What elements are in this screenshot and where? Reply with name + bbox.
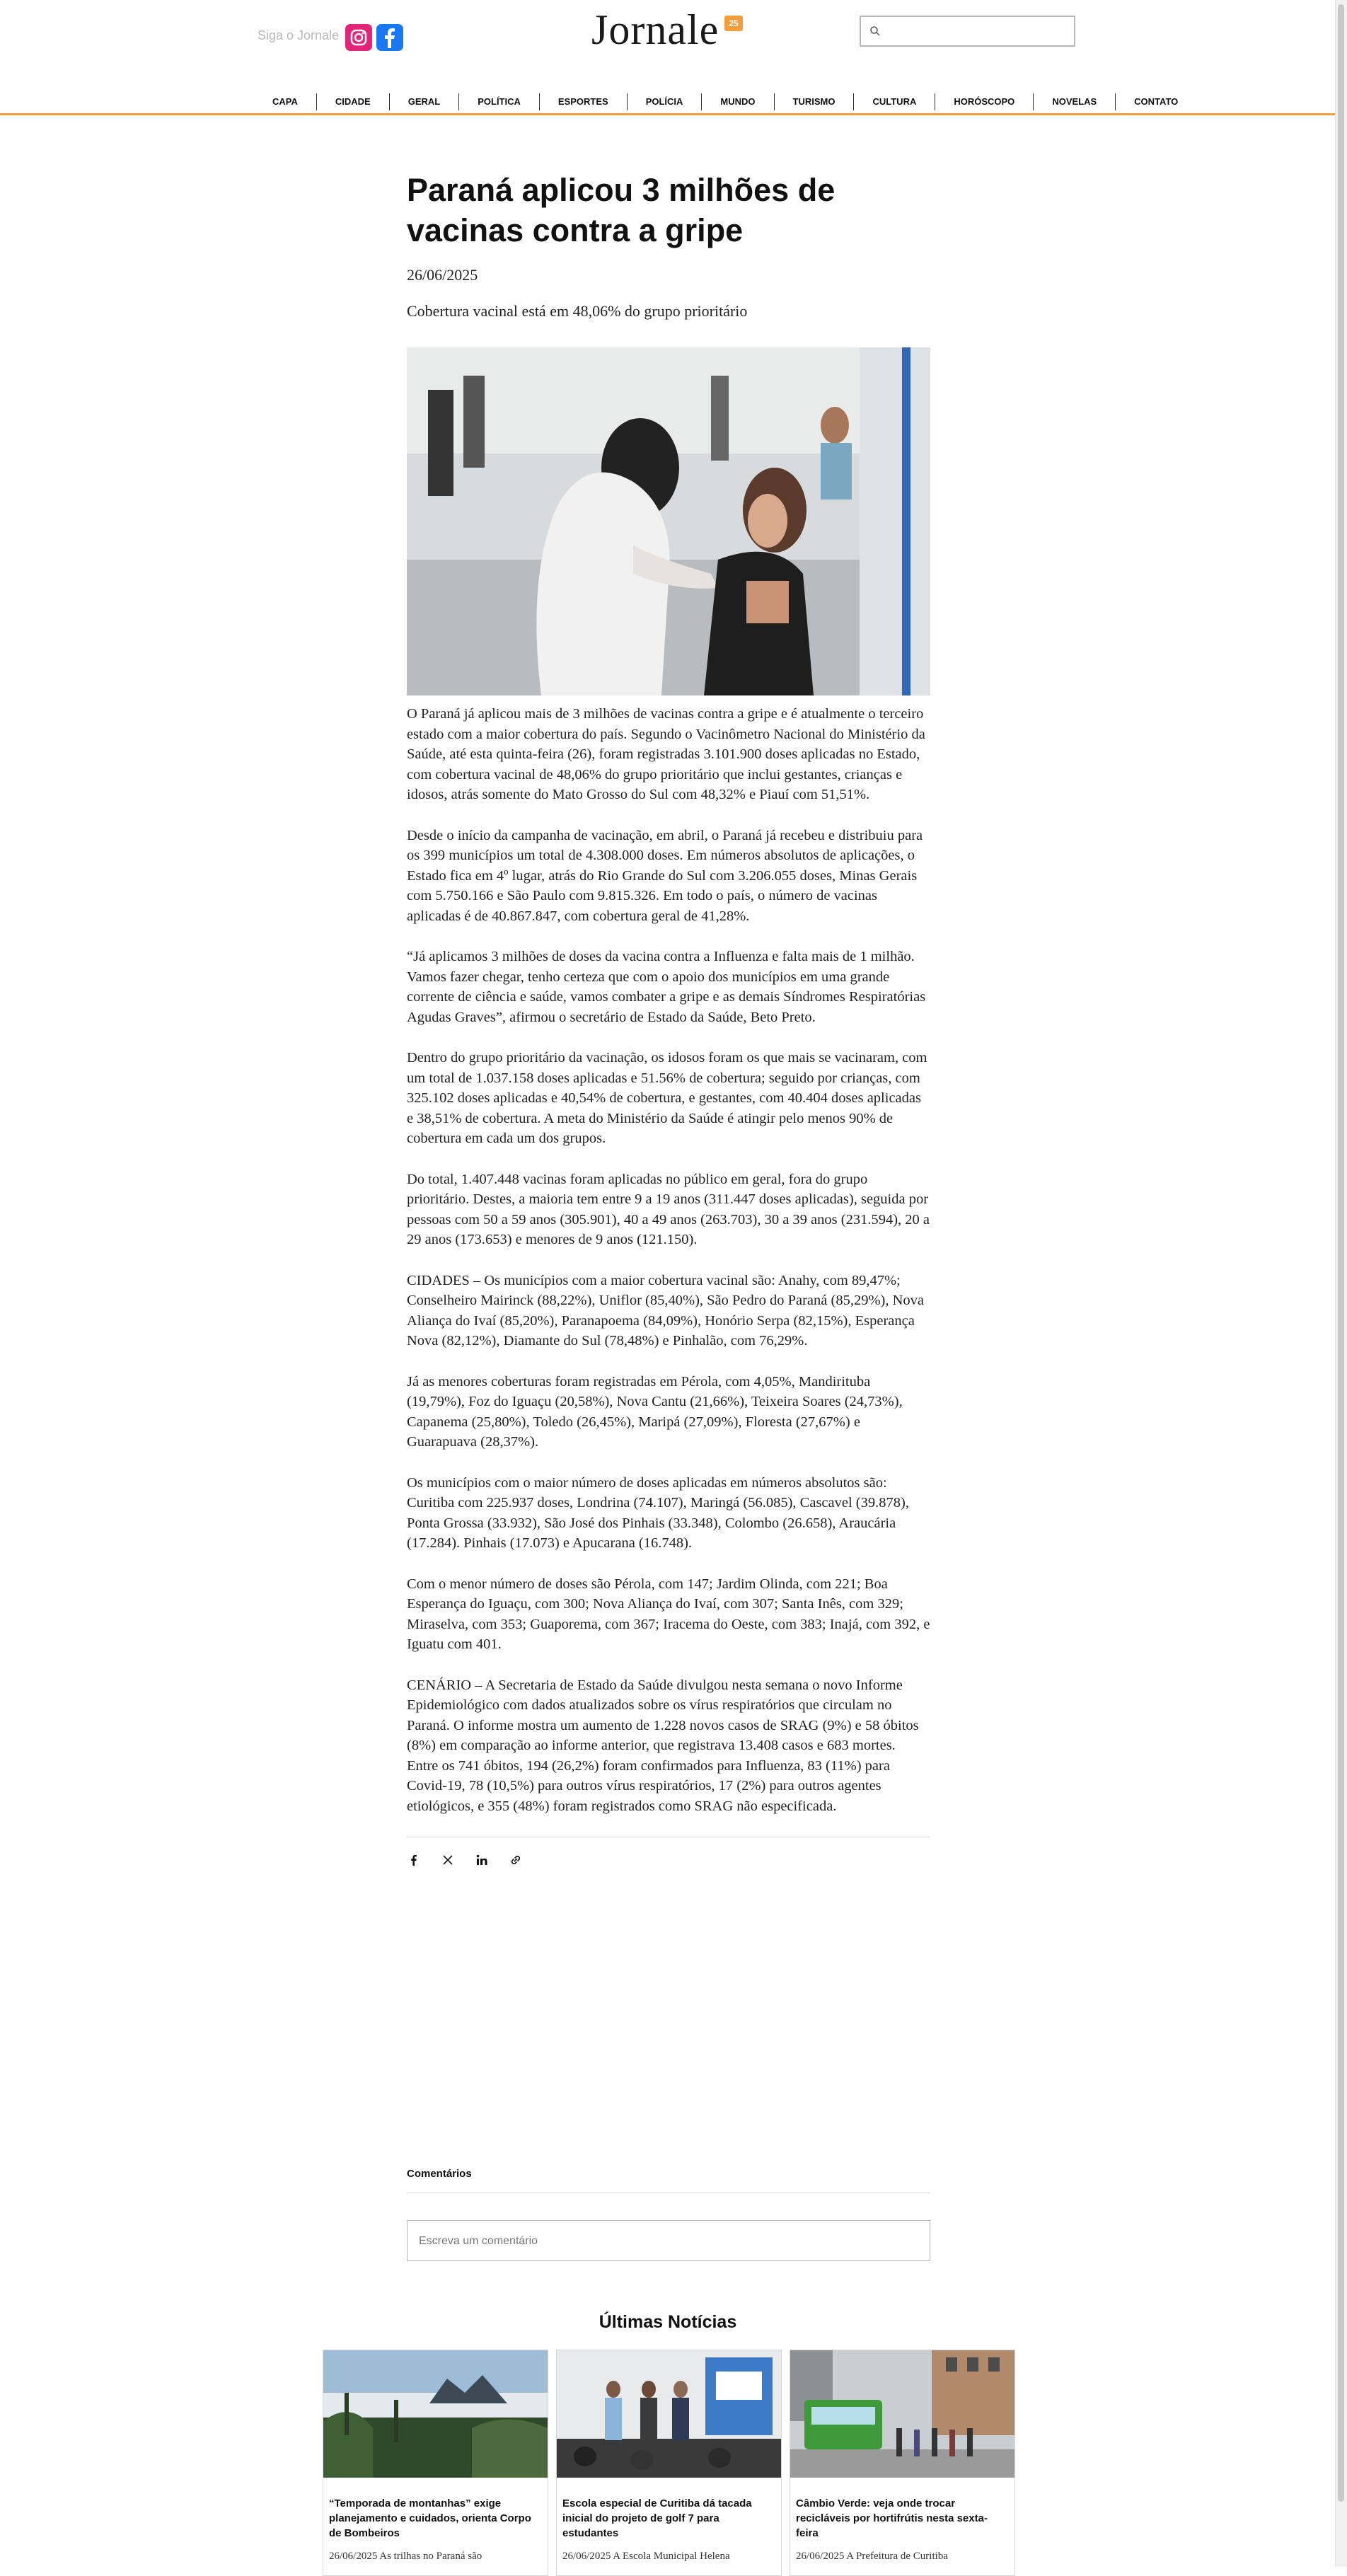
scrollbar-thumb[interactable] — [1338, 4, 1344, 2502]
nav-item-turismo[interactable]: TURISMO — [774, 93, 854, 110]
search-input[interactable] — [886, 21, 1073, 42]
news-card-image[interactable] — [323, 2350, 548, 2478]
news-card-meta: 26/06/2025 A Prefeitura de Curitiba — [796, 2551, 948, 2562]
article-paragraph: “Já aplicamos 3 milhões de doses da vacina contra a Influenza e falta mais de 1 milhão. Vamos fazer chegar, tenho certeza que com o apoio dos municípios em uma grande corrente de ciência e saúde, vamos combater a gripe e as demais Síndromes Respiratórias Agudas Graves”, afirmou o secretário de Estado da Saúde, Beto Preto. — [407, 949, 926, 1025]
news-card[interactable] — [323, 2350, 548, 2576]
instagram-icon[interactable] — [345, 24, 372, 51]
logo-badge: 25 — [724, 16, 743, 31]
news-card-title[interactable]: Escola especial de Curitiba dá tacada inicial do projeto de golf 7 para estudantes — [562, 2497, 752, 2539]
article-paragraph: CIDADES – Os municípios com a maior cobertura vacinal são: Anahy, com 89,47%; Conselheiro Mairinck (88,22%), Uniflor (85,40%), São Pedro do Paraná (85,29%), Nova Aliança do Ivaí (85,20%), Paranapoema (84,09%), Honório Serpa (82,15%), Esperança Nova (82,12%), Diamante do Sul (78,48%) e Pinhalão, com 76,29%. — [407, 1272, 925, 1349]
nav-item-mundo[interactable]: MUNDO — [701, 93, 773, 110]
follow-label: Siga o Jornale — [258, 28, 340, 42]
news-card-image[interactable] — [557, 2350, 781, 2478]
article-date: 26/06/2025 — [407, 266, 478, 284]
article-paragraph: Desde o início da campanha de vacinação, em abril, o Paraná já recebeu e distribuiu para os 399 municípios um total de 4.308.000 doses. Em números absolutos de aplicações, o Estado fica em 4º lugar, atrás do Rio Grande do Sul com 3.206.055 doses, Minas Gerais com 5.750.166 e São Paulo com 9.815.326. Em todo o país, o número de vacinas aplicadas é de 40.867.847, com cobertura geral de 41,28%. — [407, 827, 923, 924]
article-title: Paraná aplicou 3 milhões de vacinas contra a gripe — [407, 172, 836, 248]
news-card-title[interactable]: “Temporada de montanhas” exige planejamento e cuidados, orienta Corpo de Bombeiros — [329, 2497, 531, 2539]
share-facebook-icon[interactable] — [407, 1853, 421, 1867]
main-nav — [257, 93, 1196, 111]
news-card-meta: 26/06/2025 As trilhas no Paraná são — [329, 2551, 482, 2562]
share-link-icon[interactable] — [509, 1853, 523, 1867]
nav-item-geral[interactable]: GERAL — [389, 93, 459, 110]
nav-item-cultura[interactable]: CULTURA — [853, 93, 935, 110]
nav-item-politica[interactable]: POLÍTICA — [458, 93, 539, 110]
news-card[interactable] — [556, 2350, 782, 2576]
nav-item-contato[interactable]: CONTATO — [1115, 93, 1196, 110]
search-icon — [869, 25, 881, 37]
comments-title: Comentários — [407, 2168, 472, 2180]
nav-item-cidade[interactable]: CIDADE — [316, 93, 389, 110]
article-body — [407, 704, 930, 1817]
share-x-icon[interactable] — [441, 1853, 455, 1867]
article-paragraph: Dentro do grupo prioritário da vacinação, os idosos foram os que mais se vacinaram, com um total de 1.037.158 doses aplicadas e 51.56% de cobertura; seguido por crianças, com 325.102 doses aplicadas e 40,54% de cobertura, e gestantes, com 40.404 doses aplicadas e 38,51% de cobertura. A meta do Ministério da Saúde é atingir pelo menos 90% de cobertura em cada um dos grupos. — [407, 1050, 927, 1147]
share-linkedin-icon[interactable] — [475, 1853, 489, 1867]
article-paragraph: Com o menor número de doses são Pérola, com 147; Jardim Olinda, com 221; Boa Esperança do Iguaçu, com 300; Nova Aliança do Ivaí, com 307; Santa Inês, com 329; Miraselva, com 353; Guaporema, com 367; Iracema do Oeste, com 383; Inajá, com 392, e Iguatu com 401. — [407, 1576, 930, 1653]
search-box[interactable] — [860, 16, 1075, 47]
news-card-image[interactable] — [790, 2350, 1014, 2478]
article-paragraph: Os municípios com o maior número de doses aplicadas em números absolutos são: Curitiba com 225.937 doses, Londrina (74.107), Maringá (56.085), Cascavel (39.878), Ponta Grossa (33.932), São José dos Pinhais (33.348), Colombo (26.658), Araucária (17.284). Pinhais (17.073) e Apucarana (16.748). — [407, 1474, 909, 1552]
latest-news-title: Últimas Notícias — [599, 2312, 737, 2332]
comment-box[interactable] — [407, 2220, 930, 2261]
nav-item-capa[interactable]: CAPA — [272, 96, 298, 107]
page-scrollbar[interactable] — [1335, 0, 1347, 2567]
nav-item-policia[interactable]: POLÍCIA — [627, 93, 702, 110]
article-photo[interactable] — [407, 347, 930, 695]
nav-item-novelas[interactable]: NOVELAS — [1033, 93, 1115, 110]
article-subtitle: Cobertura vacinal está em 48,06% do grupo prioritário — [407, 302, 748, 320]
nav-item-esportes[interactable]: ESPORTES — [539, 93, 627, 110]
article-paragraph: Do total, 1.407.448 vacinas foram aplicadas no público em geral, fora do grupo prioritário. Destes, a maioria tem entre 9 a 19 anos (311.447 doses aplicadas), seguida por pessoas com 50 a 59 anos (305.901), 40 a 49 anos (263.703), 30 a 39 anos (231.594), 20 a 29 anos (173.653) e menores de 9 anos (121.150). — [407, 1171, 930, 1248]
facebook-icon[interactable] — [376, 24, 403, 51]
article-paragraph: CENÁRIO – A Secretaria de Estado da Saúde divulgou nesta semana o novo Informe Epidemiológico com dados atualizados sobre os vírus respiratórios que circulam no Paraná. O informe mostra um aumento de 1.228 novos casos de SRAG (9%) e 58 óbitos (8%) em comparação ao informe anterior, que registrava 13.408 casos e 683 mortes. Entre os 741 óbitos, 194 (26,2%) foram confirmados para Influenza, 83 (11%) para Covid-19, 78 (10,5%) para outros vírus respiratórios, 17 (2%) para outros agentes etiológicos, e 355 (48%) foram registrados como SRAG não especificada. — [407, 1677, 919, 1815]
article-paragraph: Já as menores coberturas foram registradas em Pérola, com 4,05%, Mandirituba (19,79%), Foz do Iguaçu (20,58%), Nova Cantu (21,66%), Teixeira Soares (24,73%), Capanema (25,80%), Toledo (26,45%), Maripá (27,09%), Floresta (27,67%) e Guarapuava (28,37%). — [407, 1373, 903, 1450]
nav-item-horoscopo[interactable]: HORÓSCOPO — [935, 93, 1033, 110]
article — [407, 170, 930, 1880]
comment-input[interactable] — [417, 2231, 915, 2252]
site-header — [0, 0, 1336, 115]
news-card-meta: 26/06/2025 A Escola Municipal Helena — [562, 2551, 730, 2562]
site-logo[interactable]: Jornale — [591, 6, 719, 53]
share-bar — [407, 1837, 930, 1880]
news-card[interactable] — [790, 2350, 1015, 2576]
news-card-title[interactable]: Câmbio Verde: veja onde trocar recicláveis por hortifrútis nesta sexta-feira — [796, 2497, 988, 2539]
article-paragraph: O Paraná já aplicou mais de 3 milhões de vacinas contra a gripe e é atualmente o terceiro estado com a maior cobertura do país. Segundo o Vacinômetro Nacional do Ministério da Saúde, até esta quinta-feira (26), foram registradas 3.101.900 doses aplicadas no Estado, com cobertura vacinal de 48,06% do grupo prioritário que inclui gestantes, crianças e idosos, atrás somente do Mato Grosso do Sul com 48,32% e Piauí com 51,51%. — [407, 706, 925, 803]
